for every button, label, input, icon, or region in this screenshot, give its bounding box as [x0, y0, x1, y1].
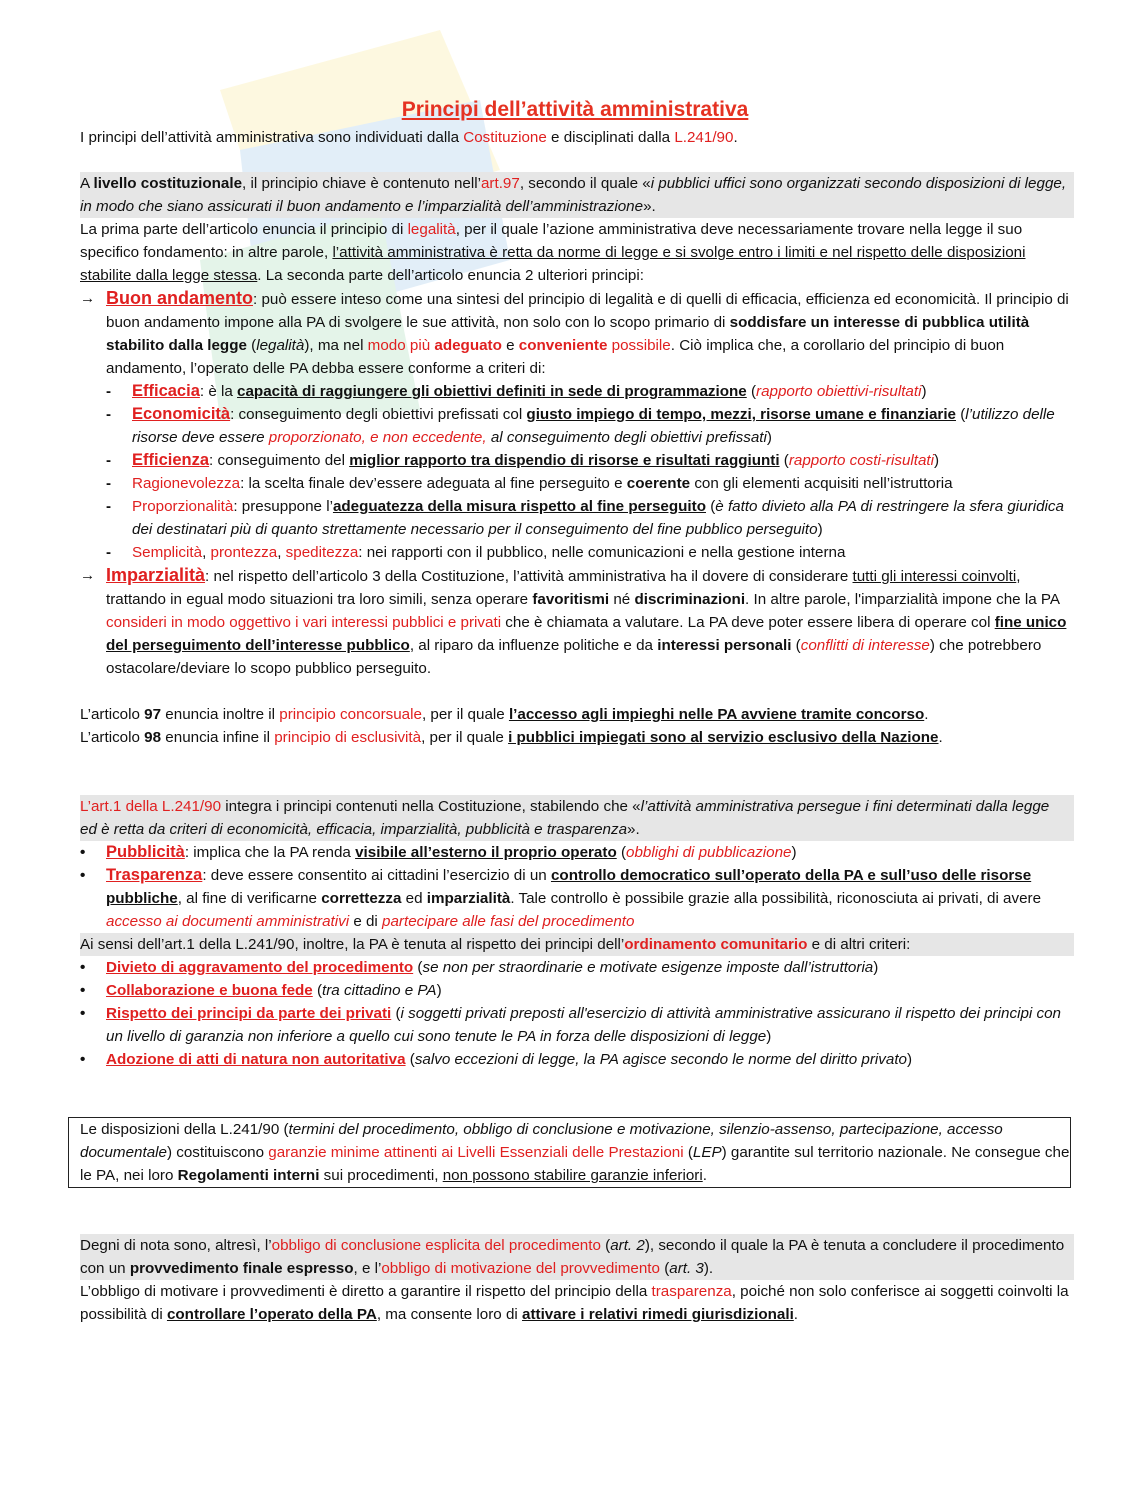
buon-andamento-item: → Buon andamento: può essere inteso come una sintesi del principio di legalità e di quelli di efficacia, efficienza ed economicità. Il principio di buon andamento impone alla PA di svolgere le sue attività, non solo con lo scopo primario di soddisfare un interesse di pubblica utilità stabilito dalla legge (legalità), ma nel modo più adeguato e conveniente possibile. Ciò implica che, a corollario del principio di buon andamento, l’operato delle PA debba essere conforme a criteri di: — [80, 287, 1070, 380]
dash-icon: - — [106, 498, 112, 515]
intro-paragraph: I principi dell’attività amministrativa sono individuati dalla Costituzione e disciplinati dalla L.241/90. — [80, 129, 738, 146]
dash-icon: - — [106, 383, 112, 400]
art97-highlight: A livello costituzionale, il principio chiave è contenuto nell’art.97, secondo il quale «i pubblici uffici sono organizzati secondo disposizioni di legge, in modo che siano assicurati il buon andamento e l’imparzialità dell’amministrazione». — [80, 172, 1074, 218]
bullet-icon: • — [80, 959, 86, 976]
criterio-atti: • Adozione di atti di natura non autoritativa (salvo eccezioni di legge, la PA agisce secondo le norme del diritto privato) — [80, 1048, 1070, 1071]
pubblicita-item: • Pubblicità: implica che la PA renda visibile all’esterno il proprio operato (obblighi di pubblicazione) — [80, 841, 1070, 864]
bullet-icon: • — [80, 1005, 86, 1022]
bullet-icon: • — [80, 867, 86, 884]
imparzialita-item: → Imparzialità: nel rispetto dell’articolo 3 della Costituzione, l’attività amministrativa ha il dovere di considerare tutti gli interessi coinvolti, trattando in egual modo situazioni tra loro simili, senza operare favoritismi né discriminazioni. In altre parole, l'imparzialità impone che la PA consideri in modo oggettivo i vari interessi pubblici e privati che è chiamata a valutare. La PA deve poter essere libera di operare col fine unico del perseguimento dell’interesse pubblico, al riparo da influenze politiche e da interessi personali (conflitti di interesse) che potrebbero ostacolare/deviare lo scopo pubblico perseguito. — [80, 564, 1070, 680]
page-title: Principi dell’attività amministrativa — [401, 98, 749, 121]
criterion-efficienza: - Efficienza: conseguimento del miglior rapporto tra dispendio di risorse e risultati raggiunti (rapporto costi-risultati) — [80, 449, 1070, 472]
comunitario-highlight: Ai sensi dell’art.1 della L.241/90, inoltre, la PA è tenuta al rispetto dei principi dell’ordinamento comunitario e di altri criteri: — [80, 933, 1074, 956]
legalita-paragraph: La prima parte dell’articolo enuncia il principio di legalità, per il quale l’azione amministrativa deve necessariamente trovare nella legge il suo specifico fondamento: in altre parole, l’attività amministrativa è retta da norme di legge e si svolge entro i limiti e nel rispetto delle disposizioni stabilite dalla legge stessa. La seconda parte dell’articolo enuncia 2 ulteriori principi: — [80, 221, 1026, 284]
art98-esclusivita: L’articolo 98 enuncia infine il principio di esclusività, per il quale i pubblici impiegati sono al servizio esclusivo della Nazione. — [80, 729, 943, 746]
arrow-icon: → — [80, 290, 96, 307]
criterion-efficacia: - Efficacia: è la capacità di raggiungere gli obiettivi definiti in sede di programmazione (rapporto obiettivi-risultati) — [80, 380, 1070, 403]
dash-icon: - — [106, 475, 112, 492]
bullet-icon: • — [80, 1051, 86, 1068]
dash-icon: - — [106, 406, 112, 423]
criterio-privati: • Rispetto dei principi da parte dei privati (i soggetti privati preposti all'esercizio di attività amministrative assicurano il rispetto dei principi con un livello di garanzia non inferiore a quello cui sono tenute le PA in forza delle disposizioni di legge) — [80, 1002, 1070, 1048]
criterio-collaborazione: • Collaborazione e buona fede (tra cittadino e PA) — [80, 979, 1070, 1002]
art97-concorsuale: L’articolo 97 enuncia inoltre il principio concorsuale, per il quale l’accesso agli impieghi nelle PA avviene tramite concorso. — [80, 706, 929, 723]
bullet-icon: • — [80, 844, 86, 861]
criterion-semplicita: - Semplicità, prontezza, speditezza: nei rapporti con il pubblico, nelle comunicazioni e nella gestione interna — [80, 541, 1070, 564]
lep-box: Le disposizioni della L.241/90 (termini del procedimento, obbligo di conclusione e motivazione, silenzio-assenso, partecipazione, accesso documentale) costituiscono garanzie minime attinenti ai Livelli Essenziali delle Prestazioni (LEP) garantite sul territorio nazionale. Ne consegue che le PA, nei loro Regolamenti interni sui procedimenti, non possono stabilire garanzie inferiori. — [68, 1117, 1071, 1188]
motivazione-paragraph: L’obbligo di motivare i provvedimenti è diretto a garantire il rispetto del principio della trasparenza, poiché non solo conferisce ai soggetti coinvolti la possibilità di controllare l’operato della PA, ma consente loro di attivare i relativi rimedi giurisdizionali. — [80, 1283, 1069, 1323]
document-content — [80, 96, 1070, 1326]
criterio-divieto: • Divieto di aggravamento del procedimento (se non per straordinarie e motivate esigenze imposte dall’istruttoria) — [80, 956, 1070, 979]
dash-icon: - — [106, 544, 112, 561]
arrow-icon: → — [80, 567, 96, 584]
criterion-proporzionalita: - Proporzionalità: presuppone l’adeguatezza della misura rispetto al fine perseguito (è fatto divieto alla PA di restringere la sfera giuridica dei destinatari più di quanto strettamente necessario per il conseguimento del fine pubblico perseguito) — [80, 495, 1070, 541]
dash-icon: - — [106, 452, 112, 469]
l241-highlight: L’art.1 della L.241/90 integra i principi contenuti nella Costituzione, stabilendo che «l’attività amministrativa persegue i fini determinati dalla legge ed è retta da criteri di economicità, efficacia, imparzialità, pubblicità e trasparenza». — [80, 795, 1074, 841]
trasparenza-item: • Trasparenza: deve essere consentito ai cittadini l’esercizio di un controllo democratico sull’operato della PA e sull’uso delle risorse pubbliche, al fine di verificarne correttezza ed imparzialità. Tale controllo è possibile grazie alla possibilità, riconosciuta ai privati, di avere accesso ai documenti amministrativi e di partecipare alle fasi del procedimento — [80, 864, 1070, 933]
obblighi-highlight: Degni di nota sono, altresì, l’obbligo di conclusione esplicita del procedimento (art. 2), secondo il quale la PA è tenuta a concludere il procedimento con un provvedimento finale espresso, e l’obbligo di motivazione del provvedimento (art. 3). — [80, 1234, 1074, 1280]
criterion-ragionevolezza: - Ragionevolezza: la scelta finale dev’essere adeguata al fine perseguito e coerente con gli elementi acquisiti nell’istruttoria — [80, 472, 1070, 495]
criterion-economicita: - Economicità: conseguimento degli obiettivi prefissati col giusto impiego di tempo, mezzi, risorse umane e finanziarie (l’utilizzo delle risorse deve essere proporzionato, e non eccedente, al conseguimento degli obiettivi prefissati) — [80, 403, 1070, 449]
bullet-icon: • — [80, 982, 86, 999]
